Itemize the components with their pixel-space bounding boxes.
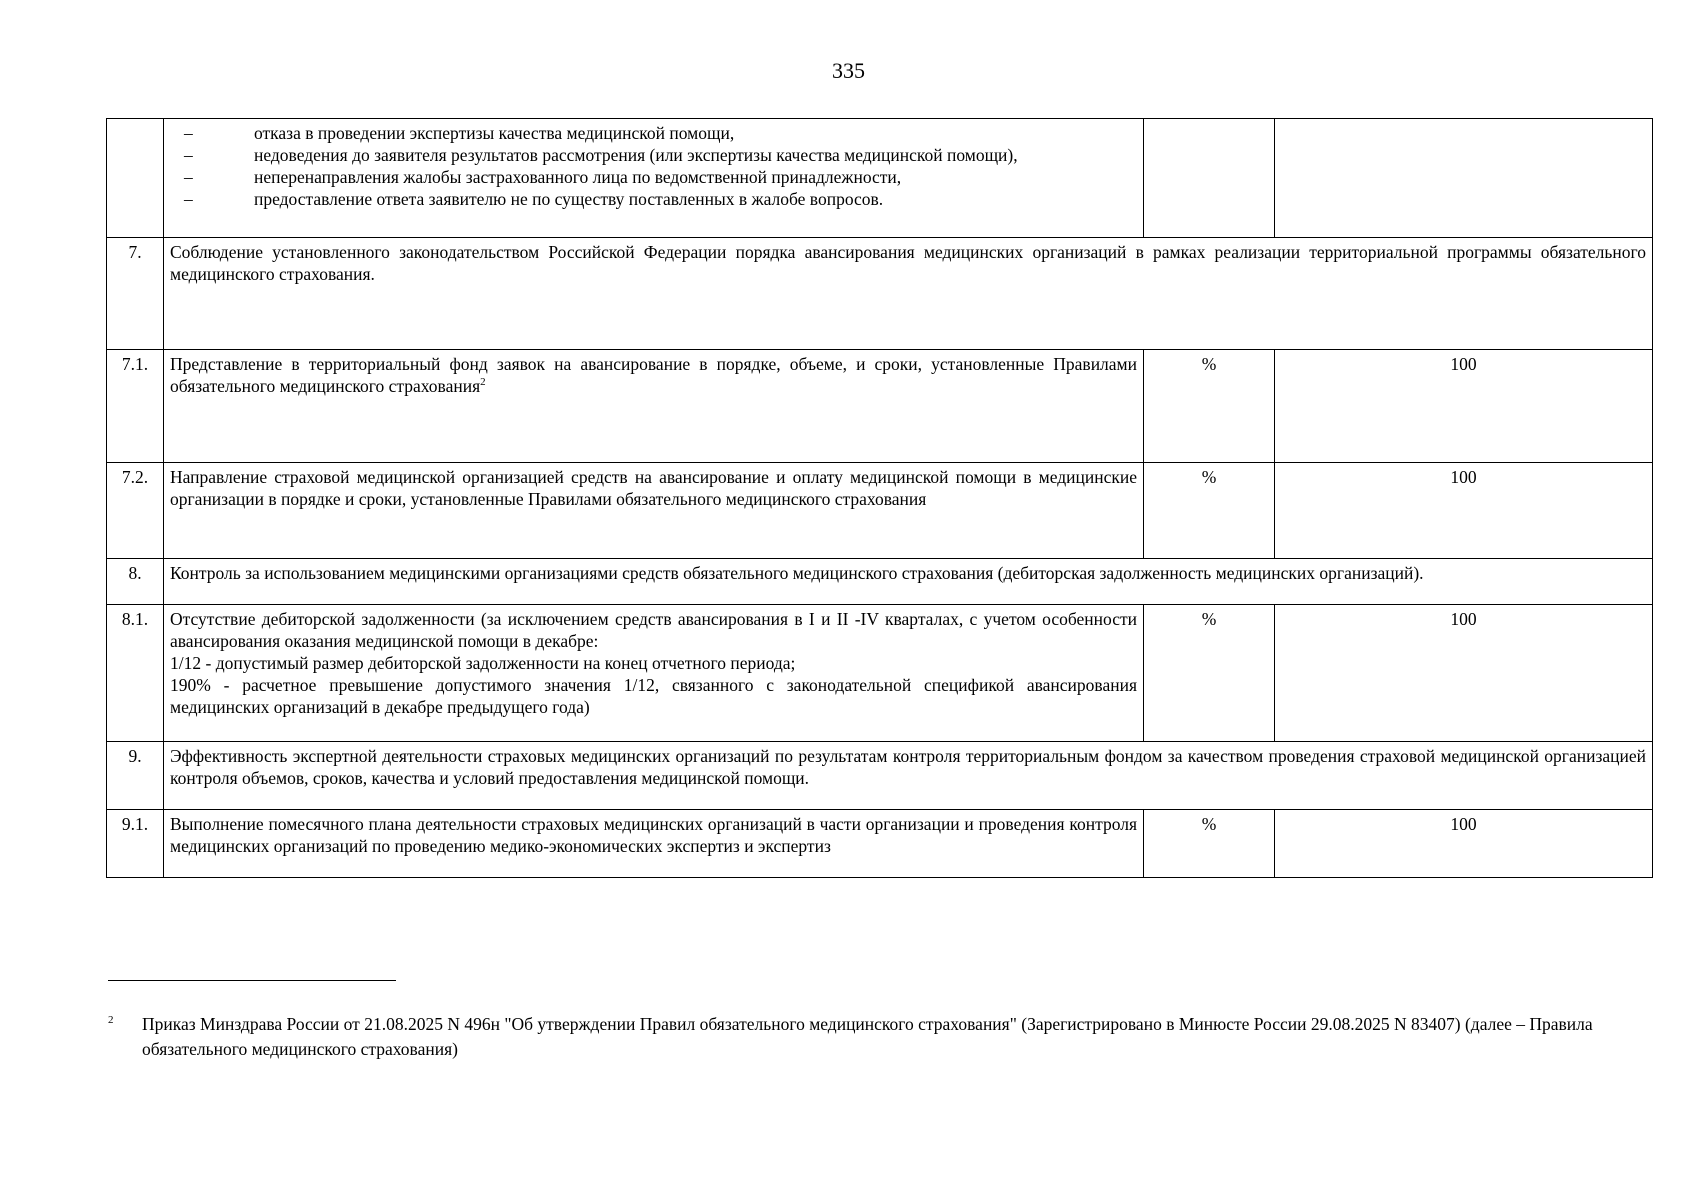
list-item [170, 122, 1137, 144]
row-number: 9.1. [107, 810, 164, 878]
row-text-body: Представление в территориальный фонд заявок на авансирование в порядке, объеме, и сроки, установленные Правилами обязательного медицинского страхования [170, 354, 1137, 396]
footnote [108, 1012, 1653, 1062]
row-text [164, 350, 1144, 463]
row-number: 8. [107, 559, 164, 605]
row-number: 7.2. [107, 463, 164, 559]
list-item-text: неперенаправления жалобы застрахованного лица по ведомственной принадлежности, [254, 167, 902, 187]
unit-cell: % [1144, 810, 1275, 878]
footnote-separator [108, 980, 396, 981]
row-text: Выполнение помесячного плана деятельности страховых медицинских организаций в части организации и проведения контроля медицинских организаций по проведению медико-экономических экспертиз и экспертиз [164, 810, 1144, 878]
row-text: Соблюдение установленного законодательством Российской Федерации порядка авансирования медицинских организаций в рамках реализации территориальной программы обязательного медицинского страхования. [164, 238, 1653, 350]
value-cell: 100 [1275, 463, 1653, 559]
table-row [107, 810, 1653, 878]
value-cell: 100 [1275, 810, 1653, 878]
text-line: 1/12 - допустимый размер дебиторской задолженности на конец отчетного периода; [170, 653, 796, 673]
footnote-ref: 2 [480, 376, 486, 389]
row-number: 8.1. [107, 605, 164, 742]
dash-marker: – [184, 145, 193, 165]
list-item-text: недоведения до заявителя результатов рассмотрения (или экспертизы качества медицинской помощи), [254, 145, 1018, 165]
unit-cell: % [1144, 463, 1275, 559]
unit-cell [1144, 119, 1275, 238]
list-item [170, 144, 1137, 166]
dash-marker: – [184, 189, 193, 209]
row-text: Эффективность экспертной деятельности страховых медицинских организаций по результатам контроля территориальным фондом за качеством проведения страховой медицинской организацией контроля объемов, сроков, качества и условий предоставления медицинской помощи. [164, 742, 1653, 810]
unit-cell: % [1144, 605, 1275, 742]
table-row [107, 559, 1653, 605]
text-line: Отсутствие дебиторской задолженности (за исключением средств авансирования в I и II -IV кварталах, с учетом особенности авансирования оказания медицинской помощи в декабре: [170, 609, 1137, 651]
value-cell: 100 [1275, 350, 1653, 463]
row-text: Направление страховой медицинской организацией средств на авансирование и оплату медицинской помощи в медицинские организации в порядке и сроки, установленные Правилами обязательного медицинского страхования [164, 463, 1144, 559]
value-cell [1275, 119, 1653, 238]
table-row [107, 605, 1653, 742]
row-text [164, 119, 1144, 238]
table-row [107, 463, 1653, 559]
row-text [164, 605, 1144, 742]
table-row [107, 742, 1653, 810]
table-row [107, 238, 1653, 350]
dash-marker: – [184, 123, 193, 143]
table-row [107, 119, 1653, 238]
row-text: Контроль за использованием медицинскими организациями средств обязательного медицинского страхования (дебиторская задолженность медицинских организаций). [164, 559, 1653, 605]
dash-marker: – [184, 167, 193, 187]
row-number: 7. [107, 238, 164, 350]
row-number: 7.1. [107, 350, 164, 463]
list-item [170, 188, 1137, 210]
page-number: 335 [832, 58, 865, 83]
criteria-table [106, 118, 1653, 878]
row-number: 9. [107, 742, 164, 810]
footnote-mark: 2 [108, 1014, 114, 1026]
text-line: 190% - расчетное превышение допустимого значения 1/12, связанного с законодательной спецификой авансирования медицинских организаций в декабре предыдущего года) [170, 675, 1137, 717]
list-item [170, 166, 1137, 188]
table-row [107, 350, 1653, 463]
list-item-text: отказа в проведении экспертизы качества медицинской помощи, [254, 123, 735, 143]
list-item-text: предоставление ответа заявителю не по существу поставленных в жалобе вопросов. [254, 189, 884, 209]
value-cell: 100 [1275, 605, 1653, 742]
unit-cell: % [1144, 350, 1275, 463]
row-number [107, 119, 164, 238]
footnote-text: Приказ Минздрава России от 21.08.2025 N 496н "Об утверждении Правил обязательного медицинского страхования" (Зарегистрировано в Минюсте России 29.08.2025 N 83407) (далее – Правила обязательного медицинского страхования) [142, 1014, 1593, 1059]
